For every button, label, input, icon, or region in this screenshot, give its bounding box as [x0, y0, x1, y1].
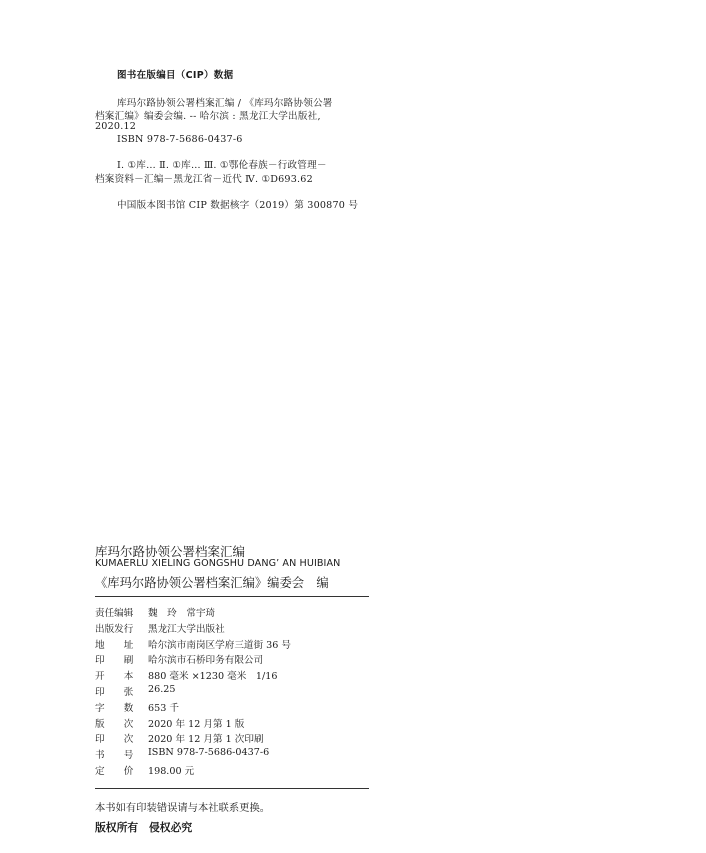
printing-error-notice: 本书如有印装错误请与本社联系更换。	[95, 802, 271, 814]
meta-value: 880 毫米 ×1230 毫米 1/16	[148, 671, 278, 683]
meta-row-address	[95, 637, 291, 653]
meta-label: 字 数	[95, 702, 134, 714]
meta-label: 书 号	[95, 750, 134, 762]
meta-value: 198.00 元	[148, 765, 195, 777]
meta-row-format	[95, 668, 291, 684]
meta-label: 印 次	[95, 734, 134, 746]
meta-row-price	[95, 763, 291, 779]
meta-label: 责任编辑	[95, 608, 134, 619]
meta-value: 哈尔滨市南岗区学府三道街 36 号	[148, 639, 292, 651]
meta-row-edition	[95, 716, 291, 732]
meta-row-sheets	[95, 684, 291, 700]
divider-bottom	[95, 788, 369, 789]
meta-label: 开 本	[95, 671, 134, 683]
meta-value: 2020 年 12 月第 1 次印刷	[148, 734, 264, 746]
meta-row-printing	[95, 731, 291, 747]
publication-details	[95, 605, 291, 779]
cip-line-catalog-number: 中国版本图书馆 CIP 数据核字（2019）第 300870 号	[117, 200, 359, 211]
meta-value: 黑龙江大学出版社	[148, 623, 225, 635]
meta-value: 653 千	[148, 702, 179, 714]
copyright-notice: 版权所有 侵权必究	[95, 821, 193, 834]
divider-top	[95, 596, 369, 597]
cip-line-classification-cont: 档案资料－汇编－黑龙江省－近代 Ⅳ. ①D693.62	[95, 174, 313, 185]
meta-value: ISBN 978-7-5686-0437-6	[148, 747, 270, 759]
meta-label: 印 刷	[95, 655, 134, 667]
book-title: 库玛尔路协领公署档案汇编	[95, 544, 246, 559]
meta-label: 印 张	[95, 686, 134, 698]
cip-line-3: 2020.12	[95, 121, 137, 132]
meta-label: 地 址	[95, 639, 134, 651]
cip-line-isbn: ISBN 978-7-5686-0437-6	[117, 134, 243, 145]
book-title-pinyin: KUMAERLU XIELING GONGSHU DANG’ AN HUIBIAN	[95, 558, 341, 569]
meta-label: 版 次	[95, 718, 134, 730]
meta-value: 2020 年 12 月第 1 版	[148, 718, 245, 730]
meta-row-printer	[95, 652, 291, 668]
cip-line-1: 库玛尔路协领公署档案汇编 / 《库玛尔路协领公署	[117, 98, 333, 109]
cip-line-classification: Ⅰ. ①库… Ⅱ. ①库… Ⅲ. ①鄂伦春族－行政管理－	[117, 160, 327, 171]
meta-row-editor	[95, 605, 291, 621]
meta-row-word-count	[95, 700, 291, 716]
cip-line-2: 档案汇编》编委会编. -- 哈尔滨 : 黑龙江大学出版社,	[95, 111, 321, 122]
meta-row-isbn	[95, 747, 291, 763]
meta-label: 定 价	[95, 765, 134, 777]
book-editor: 《库玛尔路协领公署档案汇编》编委会 编	[95, 576, 329, 590]
meta-value: 哈尔滨市石桥印务有限公司	[148, 655, 264, 667]
meta-value: 26.25	[148, 683, 176, 695]
meta-row-publisher	[95, 621, 291, 637]
meta-value: 魏 玲 常宇琦	[148, 608, 216, 619]
meta-label: 出版发行	[95, 623, 134, 635]
cip-heading: 图书在版编目（CIP）数据	[117, 70, 234, 81]
